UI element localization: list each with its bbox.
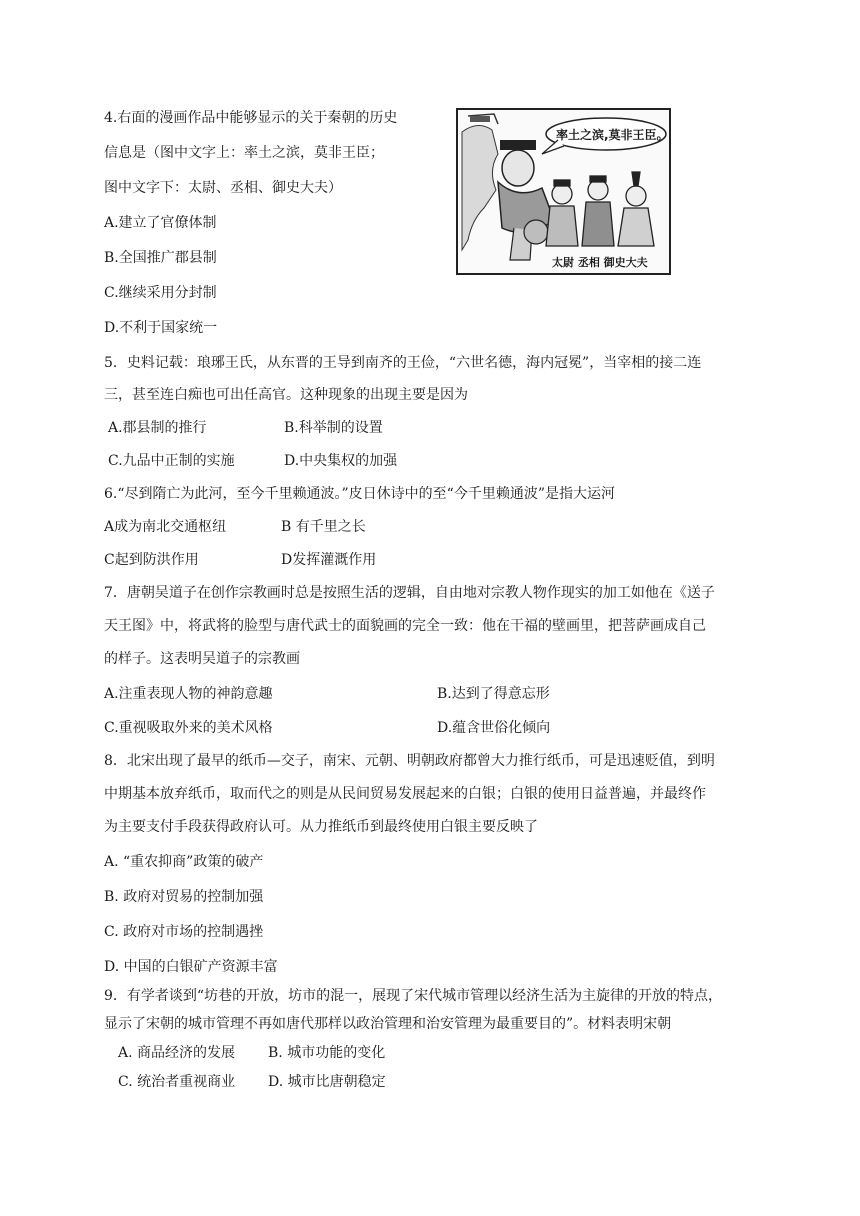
q8-stem-line1: 8．北宋出现了最早的纸币—交子，南宋、元朝、明朝政府都曾大力推行纸币，可是迅速贬值，到明 xyxy=(104,753,715,769)
q8-stem-line2: 中期基本放弃纸币，取而代之的则是从民间贸易发展起来的白银；白银的使用日益普遍，并最终作 xyxy=(104,786,706,802)
q6-option-d: D发挥灌溉作用 xyxy=(281,552,377,568)
q8-option-c: C. 政府对市场的控制遇挫 xyxy=(104,924,264,940)
q6-option-a: A成为南北交通枢纽 xyxy=(104,519,227,535)
q9-option-c: C. 统治者重视商业 xyxy=(118,1074,236,1090)
qin-cartoon-image xyxy=(456,108,671,275)
q7-option-d: D.蕴含世俗化倾向 xyxy=(437,720,551,736)
q8-stem-line3: 为主要支付手段获得政府认可。从力推纸币到最终使用白银主要反映了 xyxy=(104,819,538,835)
q4-option-a: A.建立了官僚体制 xyxy=(104,215,217,231)
q5-option-c: C.九品中正制的实施 xyxy=(108,453,235,469)
q7-stem-line1: 7．唐朝吴道子在创作宗教画时总是按照生活的逻辑，自由地对宗教人物作现实的加工如他在《送子 xyxy=(104,585,715,601)
q4-option-d: D.不利于国家统一 xyxy=(104,320,218,336)
q6-option-c: C起到防洪作用 xyxy=(104,552,199,568)
q9-option-d: D. 城市比唐朝稳定 xyxy=(268,1074,386,1090)
q4-stem-line2: 信息是（图中文字上：率土之滨，莫非王臣； xyxy=(104,145,384,161)
q4-stem-line3: 图中文字下：太尉、丞相、御史大夫） xyxy=(104,180,342,196)
q5-option-d: D.中央集权的加强 xyxy=(284,453,398,469)
q4-option-c: C.继续采用分封制 xyxy=(104,285,217,301)
q7-stem-line3: 的样子。这表明吴道子的宗教画 xyxy=(104,651,300,667)
q7-option-c: C.重视吸取外来的美术风格 xyxy=(104,720,273,736)
q9-option-b: B. 城市功能的变化 xyxy=(268,1045,386,1061)
cartoon-caption: 太尉 丞相 御史大夫 xyxy=(552,256,648,269)
q5-stem-line2: 三，甚至连白痴也可出任高官。这种现象的出现主要是因为 xyxy=(104,387,468,403)
q9-stem-line1: 9．有学者谈到“坊巷的开放，坊市的混一，展现了宋代城市管理以经济生活为主旋律的开放的特点， xyxy=(104,988,723,1004)
q8-option-b: B. 政府对贸易的控制加强 xyxy=(104,889,264,905)
q7-stem-line2: 天王图》中，将武将的脸型与唐代武士的面貌画的完全一致：他在干福的壁画里，把菩萨画成自己 xyxy=(104,618,706,634)
q5-option-b: B.科举制的设置 xyxy=(284,420,383,436)
q4-option-b: B.全国推广郡县制 xyxy=(104,250,217,266)
q4-stem-line1: 4.右面的漫画作品中能够显示的关于秦朝的历史 xyxy=(104,110,398,126)
q7-option-b: B.达到了得意忘形 xyxy=(437,686,550,702)
q8-option-d: D. 中国的白银矿产资源丰富 xyxy=(104,959,278,975)
q7-option-a: A.注重表现人物的神韵意趣 xyxy=(104,686,273,702)
cartoon-speech-text: 率土之滨,莫非王臣。 xyxy=(556,128,669,142)
q9-option-a: A. 商品经济的发展 xyxy=(118,1045,236,1061)
q6-option-b: B 有千里之长 xyxy=(281,519,366,535)
q5-option-a: A.郡县制的推行 xyxy=(108,420,207,436)
q6-stem-line1: 6.“尽到隋亡为此河，至今千里赖通波。”皮日休诗中的至“今千里赖通波”是指大运河 xyxy=(104,486,615,502)
q5-stem-line1: 5．史料记载：琅琊王氏，从东晋的王导到南齐的王俭，“六世名德，海内冠冕”，当宰相的接二连 xyxy=(104,355,702,371)
q9-stem-line2: 显示了宋朝的城市管理不再如唐代那样以政治管理和治安管理为最重要目的”。材料表明宋朝 xyxy=(104,1016,672,1032)
q8-option-a: A. “重农抑商”政策的破产 xyxy=(104,854,264,870)
